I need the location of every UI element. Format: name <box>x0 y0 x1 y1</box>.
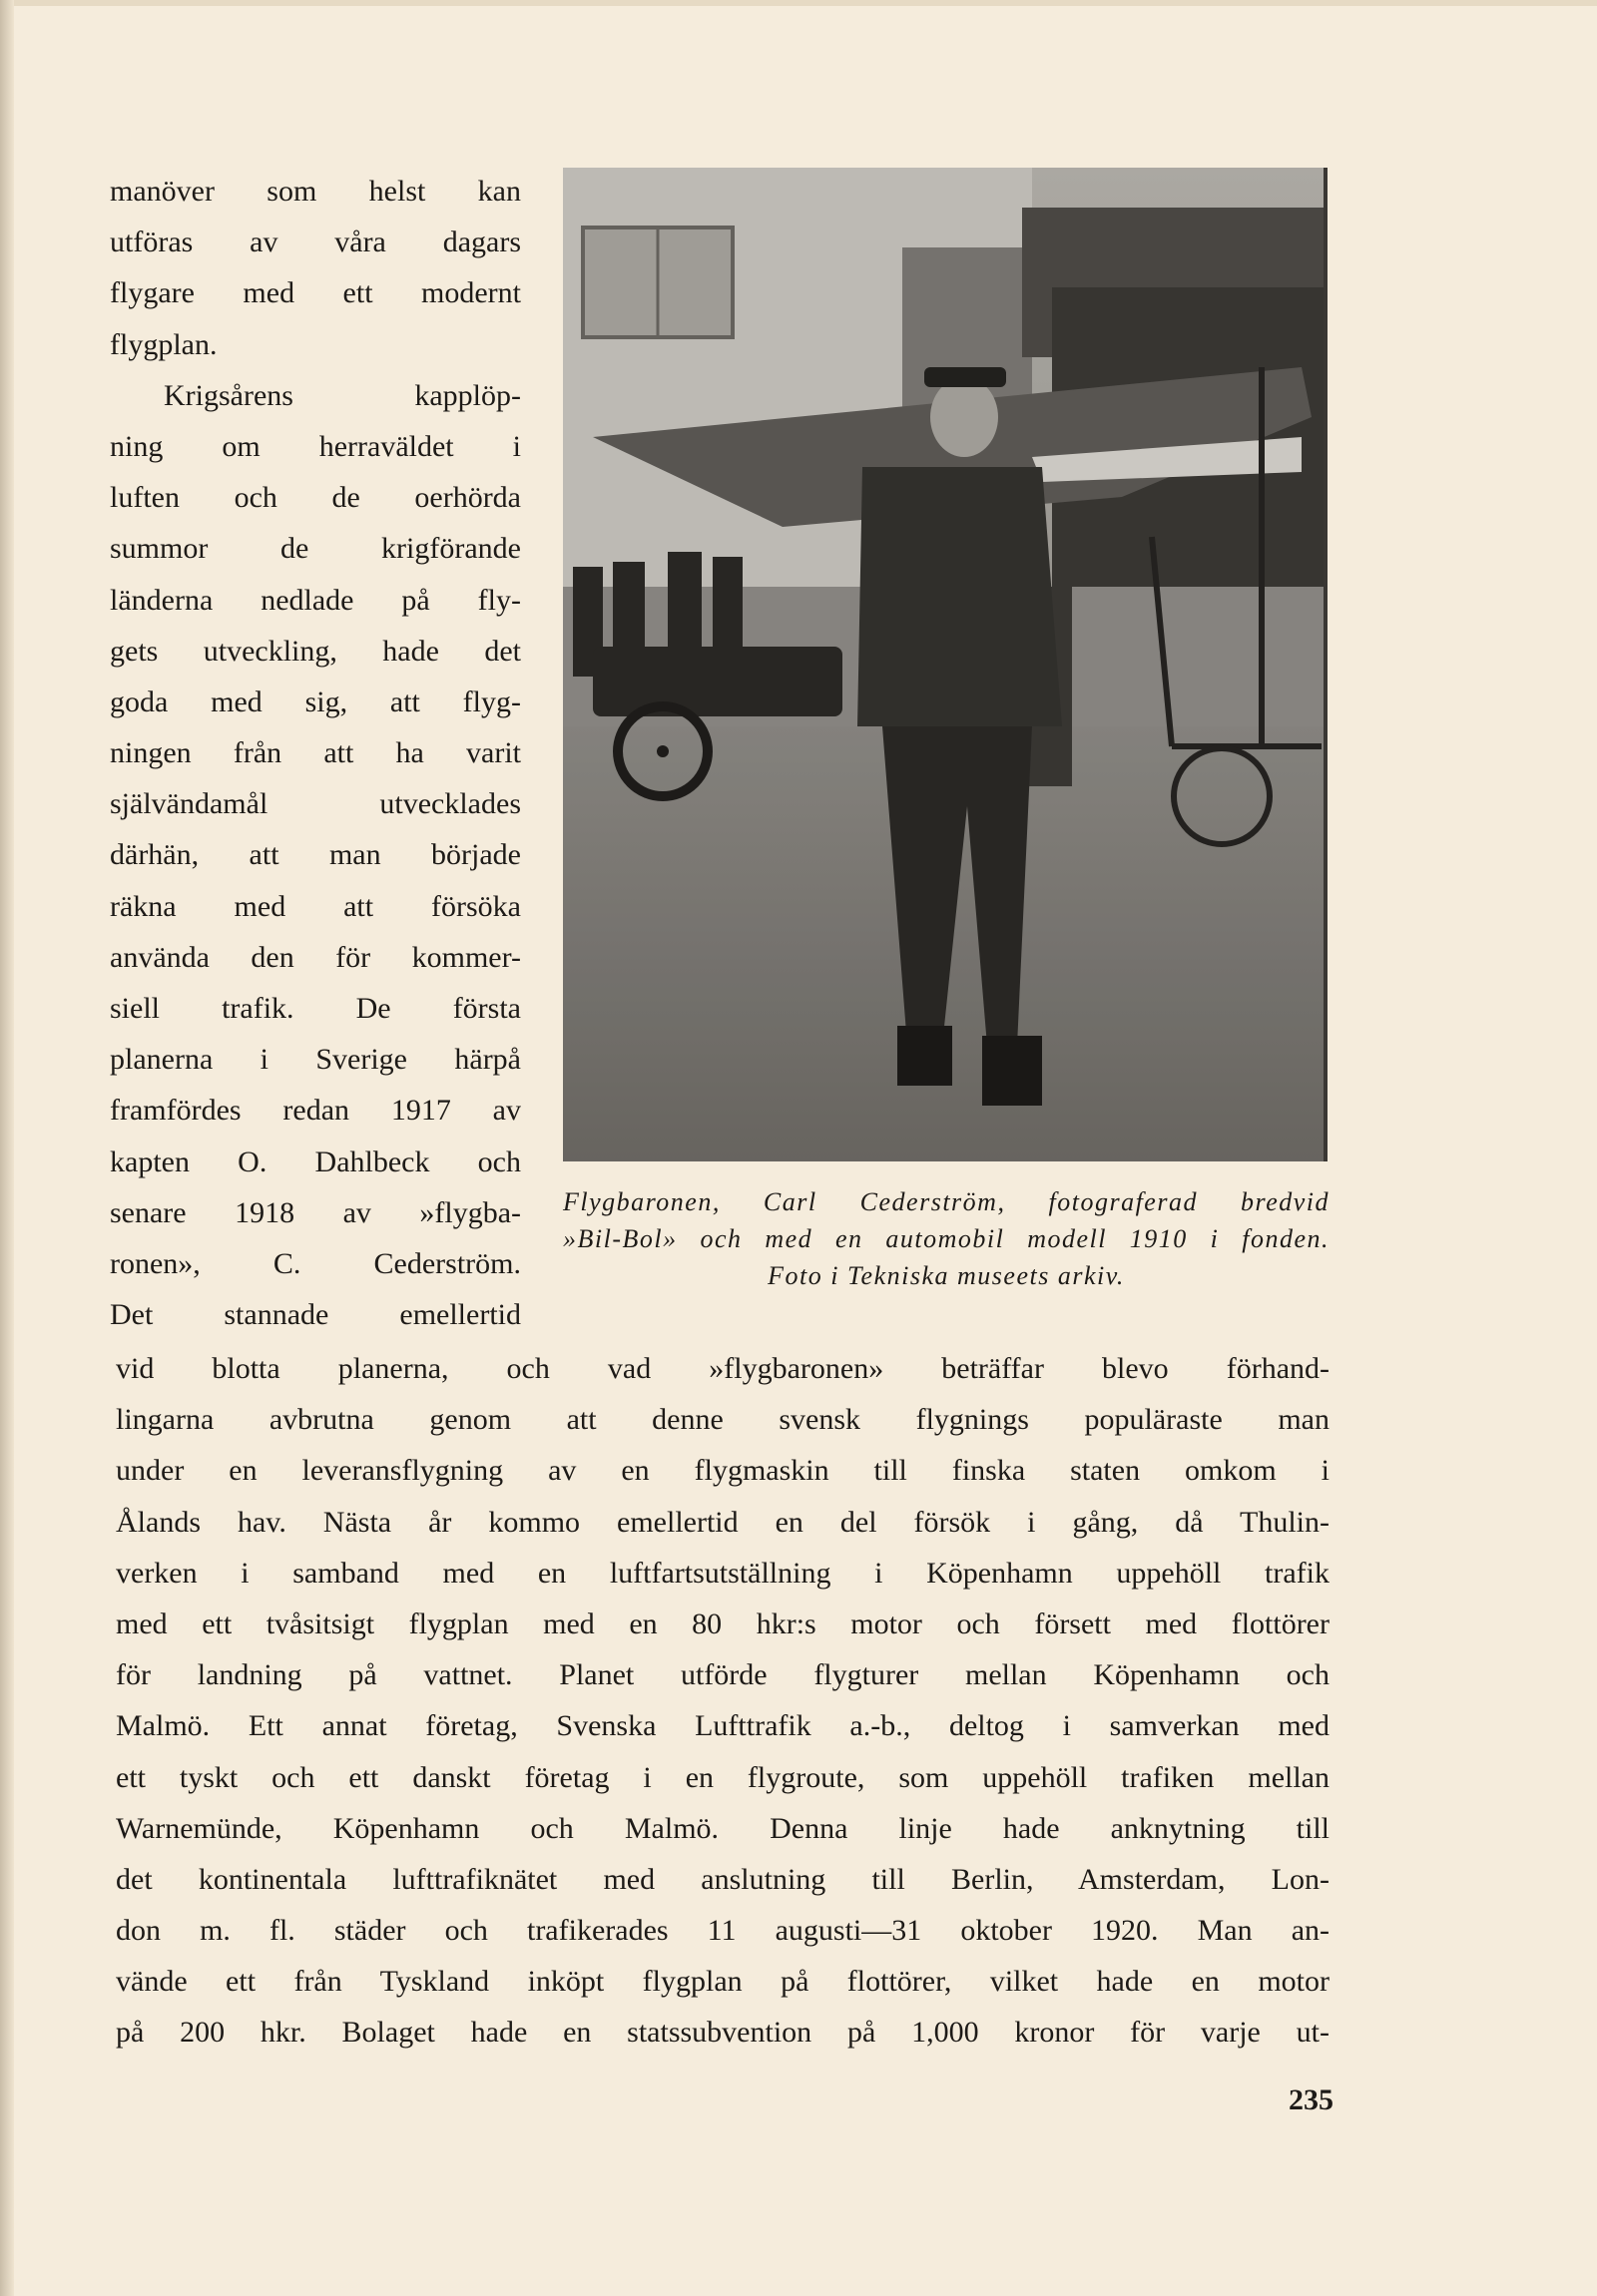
text-line: lingarna avbrutna genom att denne svensk flygnings populäraste man <box>116 1403 1330 1437</box>
historical-photo <box>563 168 1328 1161</box>
text-line: på 200 hkr. Bolaget hade en statssubvention på 1,000 kronor för varje ut- <box>116 2016 1330 2050</box>
text-line: flygplan. <box>110 327 218 361</box>
page-top-strip <box>0 0 1597 6</box>
page-number: 235 <box>1289 2083 1333 2116</box>
text-line: kapten O. Dahlbeck och <box>110 1145 521 1178</box>
text-line: goda med sig, att flyg- <box>110 685 521 718</box>
text-line: Ålands hav. Nästa år kommo emellertid en del försök i gång, då Thulin- <box>116 1505 1330 1539</box>
body-text <box>116 1343 1330 2059</box>
text-line: ning om herraväldet i <box>110 429 521 463</box>
text-line: luften och de oerhörda <box>110 481 521 515</box>
text-line: ningen från att ha varit <box>110 736 521 770</box>
text-line: för landning på vattnet. Planet utförde flygturer mellan Köpenhamn och <box>116 1658 1330 1692</box>
text-line: Det stannade emellertid <box>110 1298 521 1332</box>
text-line: använda den för kommer- <box>110 940 521 974</box>
text-line: under en leveransflygning av en flygmaskin till finska staten omkom i <box>116 1454 1330 1488</box>
caption-line: »Bil-Bol» och med en automobil modell 1910 i fonden. <box>563 1224 1330 1253</box>
text-line: planerna i Sverige härpå <box>110 1043 521 1077</box>
text-line: summor de krigförande <box>110 532 521 566</box>
text-line: det kontinentala lufttrafiknätet med anslutning till Berlin, Amsterdam, Lon- <box>116 1862 1330 1896</box>
left-column-text <box>110 166 521 1340</box>
text-line: därhän, att man började <box>110 838 521 872</box>
text-line: utföras av våra dagars <box>110 226 521 259</box>
text-line: vände ett från Tyskland inköpt flygplan på flottörer, vilket hade en motor <box>116 1965 1330 1999</box>
text-line: ett tyskt och ett danskt företag i en flygroute, som uppehöll trafiken mellan <box>116 1760 1330 1794</box>
text-line: med ett tvåsitsigt flygplan med en 80 hkr:s motor och försett med flottörer <box>116 1607 1330 1640</box>
text-line: manöver som helst kan <box>110 175 521 208</box>
text-line: flygare med ett modernt <box>110 276 521 310</box>
caption-line: Flygbaronen, Carl Cederström, fotograferad bredvid <box>563 1187 1330 1216</box>
photo-caption <box>563 1183 1330 1294</box>
text-line: Malmö. Ett annat företag, Svenska Lufttrafik a.-b., deltog i samverkan med <box>116 1709 1330 1743</box>
text-line: Krigsårens kapplöp- <box>164 378 521 412</box>
photo-illustration <box>563 168 1324 1161</box>
caption-line: Foto i Tekniska museets arkiv. <box>768 1261 1125 1290</box>
text-line: Warnemünde, Köpenhamn och Malmö. Denna linje hade anknytning till <box>116 1811 1330 1845</box>
text-line: ronen», C. Cederström. <box>110 1246 521 1280</box>
text-line: räkna med att försöka <box>110 889 521 923</box>
page-binding-edge <box>0 0 14 2296</box>
text-line: länderna nedlade på fly- <box>110 583 521 617</box>
text-line: självändamål utvecklades <box>110 787 521 821</box>
text-line: senare 1918 av »flygba- <box>110 1195 521 1229</box>
text-line: don m. fl. städer och trafikerades 11 augusti—31 oktober 1920. Man an- <box>116 1914 1330 1948</box>
text-line: gets utveckling, hade det <box>110 634 521 668</box>
text-line: vid blotta planerna, och vad »flygbaronen» beträffar blevo förhand- <box>116 1352 1330 1385</box>
text-line: framfördes redan 1917 av <box>110 1094 521 1128</box>
text-line: siell trafik. De första <box>110 992 521 1025</box>
text-line: verken i samband med en luftfartsutställning i Köpenhamn uppehöll trafik <box>116 1556 1330 1590</box>
